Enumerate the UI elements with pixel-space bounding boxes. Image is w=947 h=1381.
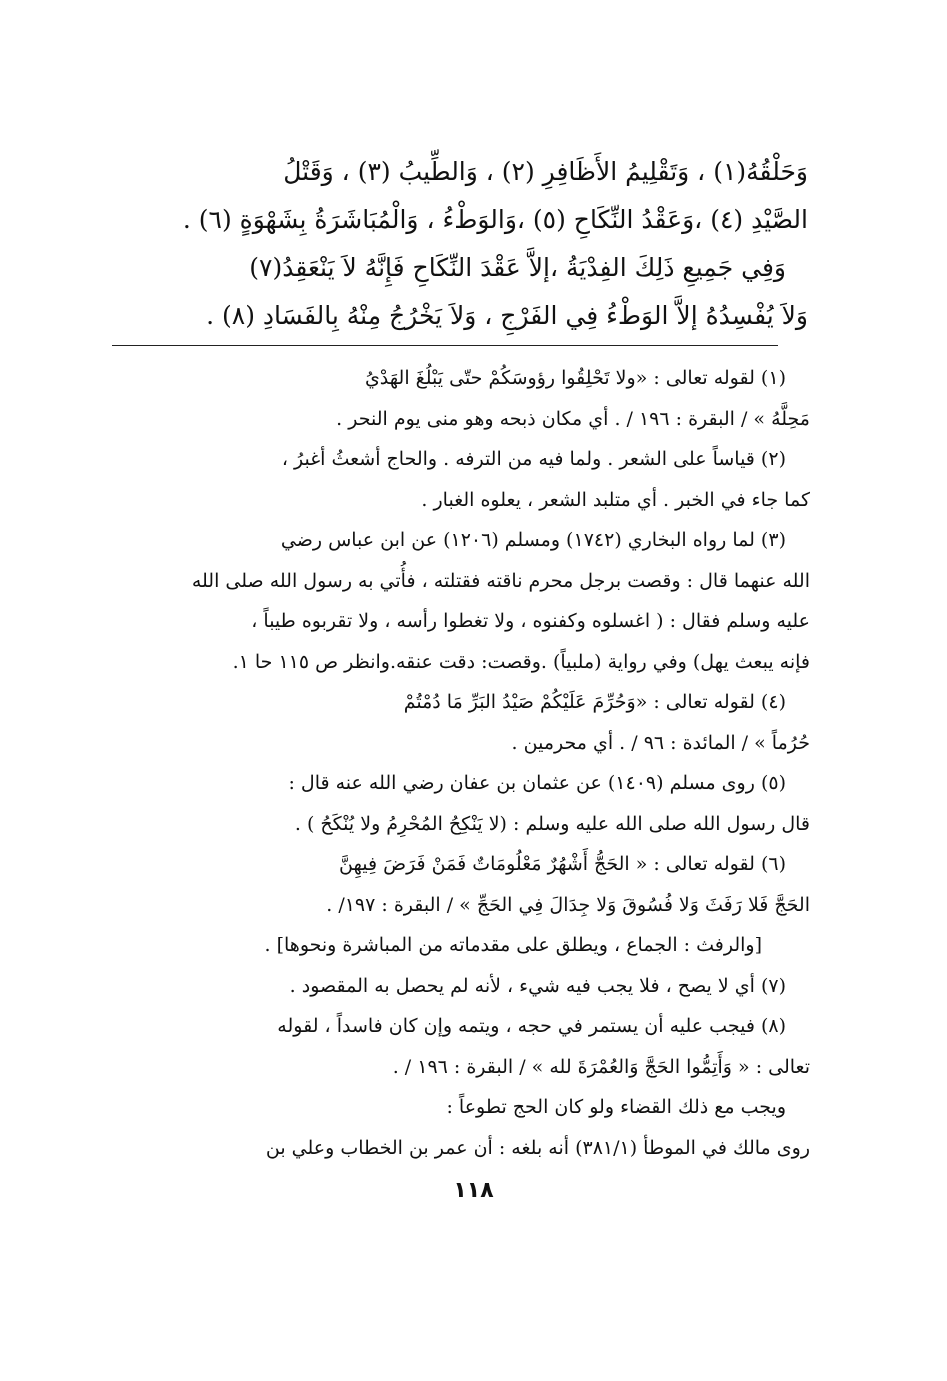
footnote-4-line: حُرُماً » / المائدة : ٩٦ / . أي محرمين . [511, 731, 810, 754]
footnote-7-line: (٧) أي لا يصح ، فلا يجب فيه شيء ، لأنه لم يحصل به المقصود . [289, 974, 786, 997]
footnote-3-line: (٣) لما رواه البخاري (١٧٤٢) ومسلم (١٢٠٦) عن ابن عباس رضي [280, 529, 786, 551]
footnote-separator [112, 345, 778, 346]
footnote-3-line: فإنه يبعث يهل) وفي رواية (ملبياً) .وقصت: دقت عنقه.وانظر ص ١١٥ حا ١. [232, 650, 810, 673]
main-text-line: وَحَلْقُهُ(١) ، وَتَقْلِيمُ الأَظَافِرِ (٢) ، وَالطِّيبُ (٣) ، وَقَتْلُ [283, 157, 808, 186]
footnote-8-line: (٨) فيجب عليه أن يستمر في حجه ، ويتمه وإن كان فاسداً ، لقوله [277, 1015, 786, 1037]
footnotes [100, 358, 810, 1168]
footnote-6-line: الحَجَّ فَلا رَفَثَ وَلا فُسُوقَ وَلا جِدَالَ فِي الحَجِّ » / البقرة : ١٩٧/ . [326, 893, 810, 916]
footnote-4-line: (٤) لقوله تعالى : «وَحُرِّمَ عَلَيْكُمْ صَيْدُ البَرِّ مَا دُمْتُمْ [403, 691, 786, 713]
footnote-3-line: عليه وسلم فقال : ( اغسلوه وكفنوه ، ولا تغطوا رأسه ، ولا تقربوه طيباً ، [251, 610, 810, 632]
main-text [112, 148, 808, 340]
footnote-5-line: قال رسول الله صلى الله عليه وسلم : (لا يَنْكِحُ المُحْرِمُ ولا يُنْكَحُ ) . [294, 812, 810, 835]
footnote-6-line: [والرفث : الجماع ، ويطلق على مقدماته من المباشرة ونحوها] . [264, 934, 762, 956]
footnote-3-line: الله عنهما قال : وقصت برجل محرم ناقته فقتلته ، فأُتي به رسول الله صلى الله [191, 569, 810, 592]
footnote-5-line: (٥) روى مسلم (١٤٠٩) عن عثمان بن عفان رضي الله عنه قال : [288, 772, 786, 794]
main-text-line: الصَّيْدِ (٤) ،وَعَقْدُ النِّكَاحِ (٥) ،وَالوَطْءُ ، وَالْمُبَاشَرَةُ بِشَهْوَةٍ (٦) . [182, 205, 808, 234]
footnote-8-line: تعالى : « وَأَتِمُّوا الحَجَّ وَالعُمْرَةَ لله » / البقرة : ١٩٦ / . [392, 1055, 810, 1078]
footnote-8-line: روى مالك في الموطأ (٣٨١/١) أنه بلغه : أن عمر بن الخطاب وعلي بن [265, 1136, 810, 1159]
footnote-2-line: (٢) قياساً على الشعر . ولما فيه من الترفه . والحاج أشعثُ أغبرُ ، [281, 448, 786, 470]
footnote-2-line: كما جاء في الخبر . أي متلبد الشعر ، يعلوه الغبار . [421, 488, 810, 511]
footnote-6-line: (٦) لقوله تعالى : « الحَجُّ أَشْهُرٌ مَعْلُومَاتٌ فَمَنْ فَرَضَ فِيهِنَّ [339, 853, 786, 875]
page-number: ١١٨ [453, 1178, 494, 1203]
footnote-1-line: (١) لقوله تعالى : «ولا تَحْلِقُوا رؤوسَكُمْ حتّى يَبْلُغَ الهَدْيُ [364, 367, 786, 389]
footnote-8-line: ويجب مع ذلك القضاء ولو كان الحج تطوعاً : [446, 1096, 786, 1118]
main-text-line: وَلاَ يُفْسِدُهُ إلاَّ الوَطْءُ فِي الفَرْجِ ، وَلاَ يَخْرُجُ مِنْهُ بِالفَسَادِ (٨) . [206, 301, 808, 330]
footnote-1-line: مَحِلَّهُ » / البقرة : ١٩٦ / . أي مكان ذبحه وهو منى يوم النحر . [336, 407, 810, 430]
main-text-line: وَفِي جَمِيعِ ذَلِكَ الفِدْيَةُ ،إلاَّ عَقْدَ النِّكَاحِ فَإِنَّهُ لاَ يَنْعَقِدُ(٧) [249, 253, 786, 282]
